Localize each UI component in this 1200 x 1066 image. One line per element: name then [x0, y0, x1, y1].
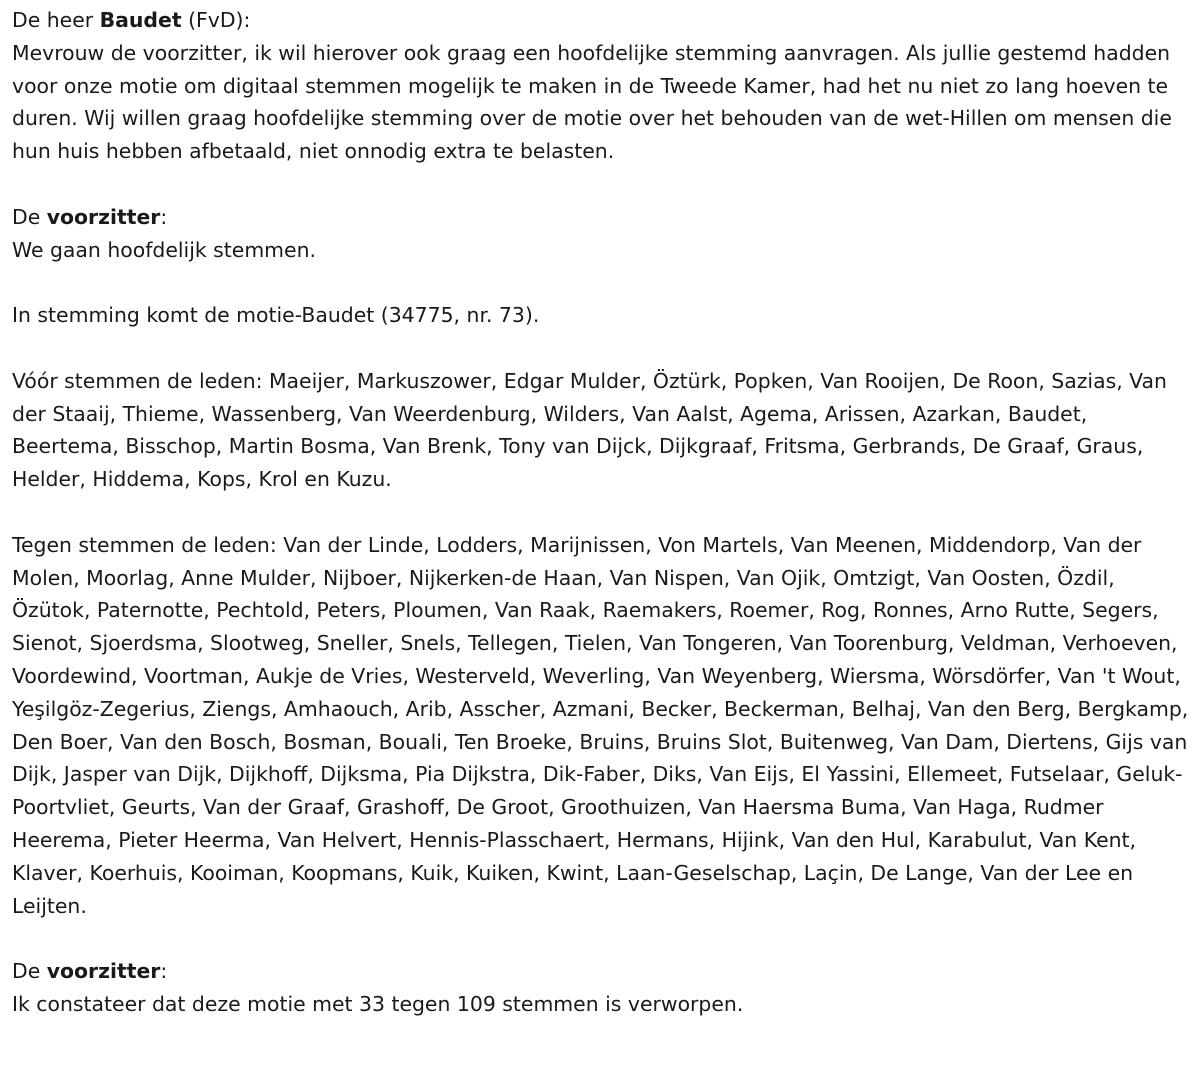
speaker-label: De voorzitter:	[12, 204, 168, 229]
speaker-label: De voorzitter:	[12, 959, 168, 984]
speaker-name: Baudet	[99, 8, 182, 32]
speaker-name: voorzitter	[46, 959, 161, 984]
speech-baudet	[12, 4, 1192, 168]
speech-text: We gaan hoofdelijk stemmen.	[12, 237, 316, 262]
speaker-label: De heer Baudet (FvD):	[12, 8, 251, 32]
speech-text: Mevrouw de voorzitter, ik wil hierover ook graag een hoofdelijke stemming aanvragen. Als jullie gestemd hadden voor onze motie om digitaal stemmen mogelijk te maken in de Tweede Kamer, had het nu niet zo lang hoeven te duren. Wij willen graag hoofdelijke stemming over de motie over het behouden van de wet-Hillen om mensen die hun huis hebben afbetaald, niet onnodig extra te belasten.	[12, 40, 1172, 164]
votes-against-list: Tegen stemmen de leden: Van der Linde, Lodders, Marijnissen, Von Martels, Van Meenen, Middendorp, Van der Molen, Moorlag, Anne Mulder, Nijboer, Nijkerken-de Haan, Van Nispen, Van Ojik, Omtzigt, Van Oosten, Özdil, Özütok, Paternotte, Pechtold, Peters, Ploumen, Van Raak, Raemakers, Roemer, Rog, Ronnes, Arno Rutte, Segers, Sienot, Sjoerdsma, Slootweg, Sneller, Snels, Tellegen, Tielen, Van Tongeren, Van Toorenburg, Veldman, Verhoeven, Voordewind, Voortman, Aukje de Vries, Westerveld, Weverling, Van Weyenberg, Wiersma, Wörsdörfer, Van 't Wout, Yeşilgöz-Zegerius, Ziengs, Amhaouch, Arib, Asscher, Azmani, Becker, Beckerman, Belhaj, Van den Berg, Bergkamp, Den Boer, Van den Bosch, Bosman, Bouali, Ten Broeke, Bruins, Bruins Slot, Buitenweg, Van Dam, Diertens, Gijs van Dijk, Jasper van Dijk, Dijkhoff, Dijksma, Pia Dijkstra, Dik-Faber, Diks, Van Eijs, El Yassini, Ellemeet, Futselaar, Geluk-Poortvliet, Geurts, Van der Graaf, Grashoff, De Groot, Groothuizen, Van Haersma Buma, Van Haga, Rudmer Heerema, Pieter Heerma, Van Helvert, Hennis-Plasschaert, Hermans, Hijink, Van den Hul, Karabulut, Van Kent, Klaver, Koerhuis, Kooiman, Koopmans, Kuik, Kuiken, Kwint, Laan-Geselschap, Laçin, De Lange, Van der Lee en Leijten.	[12, 532, 1189, 918]
votes-for-list: Vóór stemmen de leden: Maeijer, Markuszower, Edgar Mulder, Öztürk, Popken, Van Rooijen, De Roon, Sazias, Van der Staaij, Thieme, Wassenberg, Van Weerdenburg, Wilders, Van Aalst, Agema, Arissen, Azarkan, Baudet, Beertema, Bisschop, Martin Bosma, Van Brenk, Tony van Dijck, Dijkgraaf, Fritsma, Gerbrands, De Graaf, Graus, Helder, Hiddema, Kops, Krol en Kuzu.	[12, 368, 1167, 492]
votes-against	[12, 529, 1192, 923]
transcript	[12, 4, 1192, 1021]
speech-voorzitter-result	[12, 955, 1192, 1021]
vote-subject-text: In stemming komt de motie-Baudet (34775, nr. 73).	[12, 303, 540, 328]
votes-for	[12, 365, 1192, 496]
speaker-name: voorzitter	[46, 204, 161, 229]
speech-voorzitter	[12, 201, 1192, 267]
result-text: Ik constateer dat deze motie met 33 tegen 109 stemmen is verworpen.	[12, 991, 744, 1016]
vote-subject	[12, 299, 1192, 332]
